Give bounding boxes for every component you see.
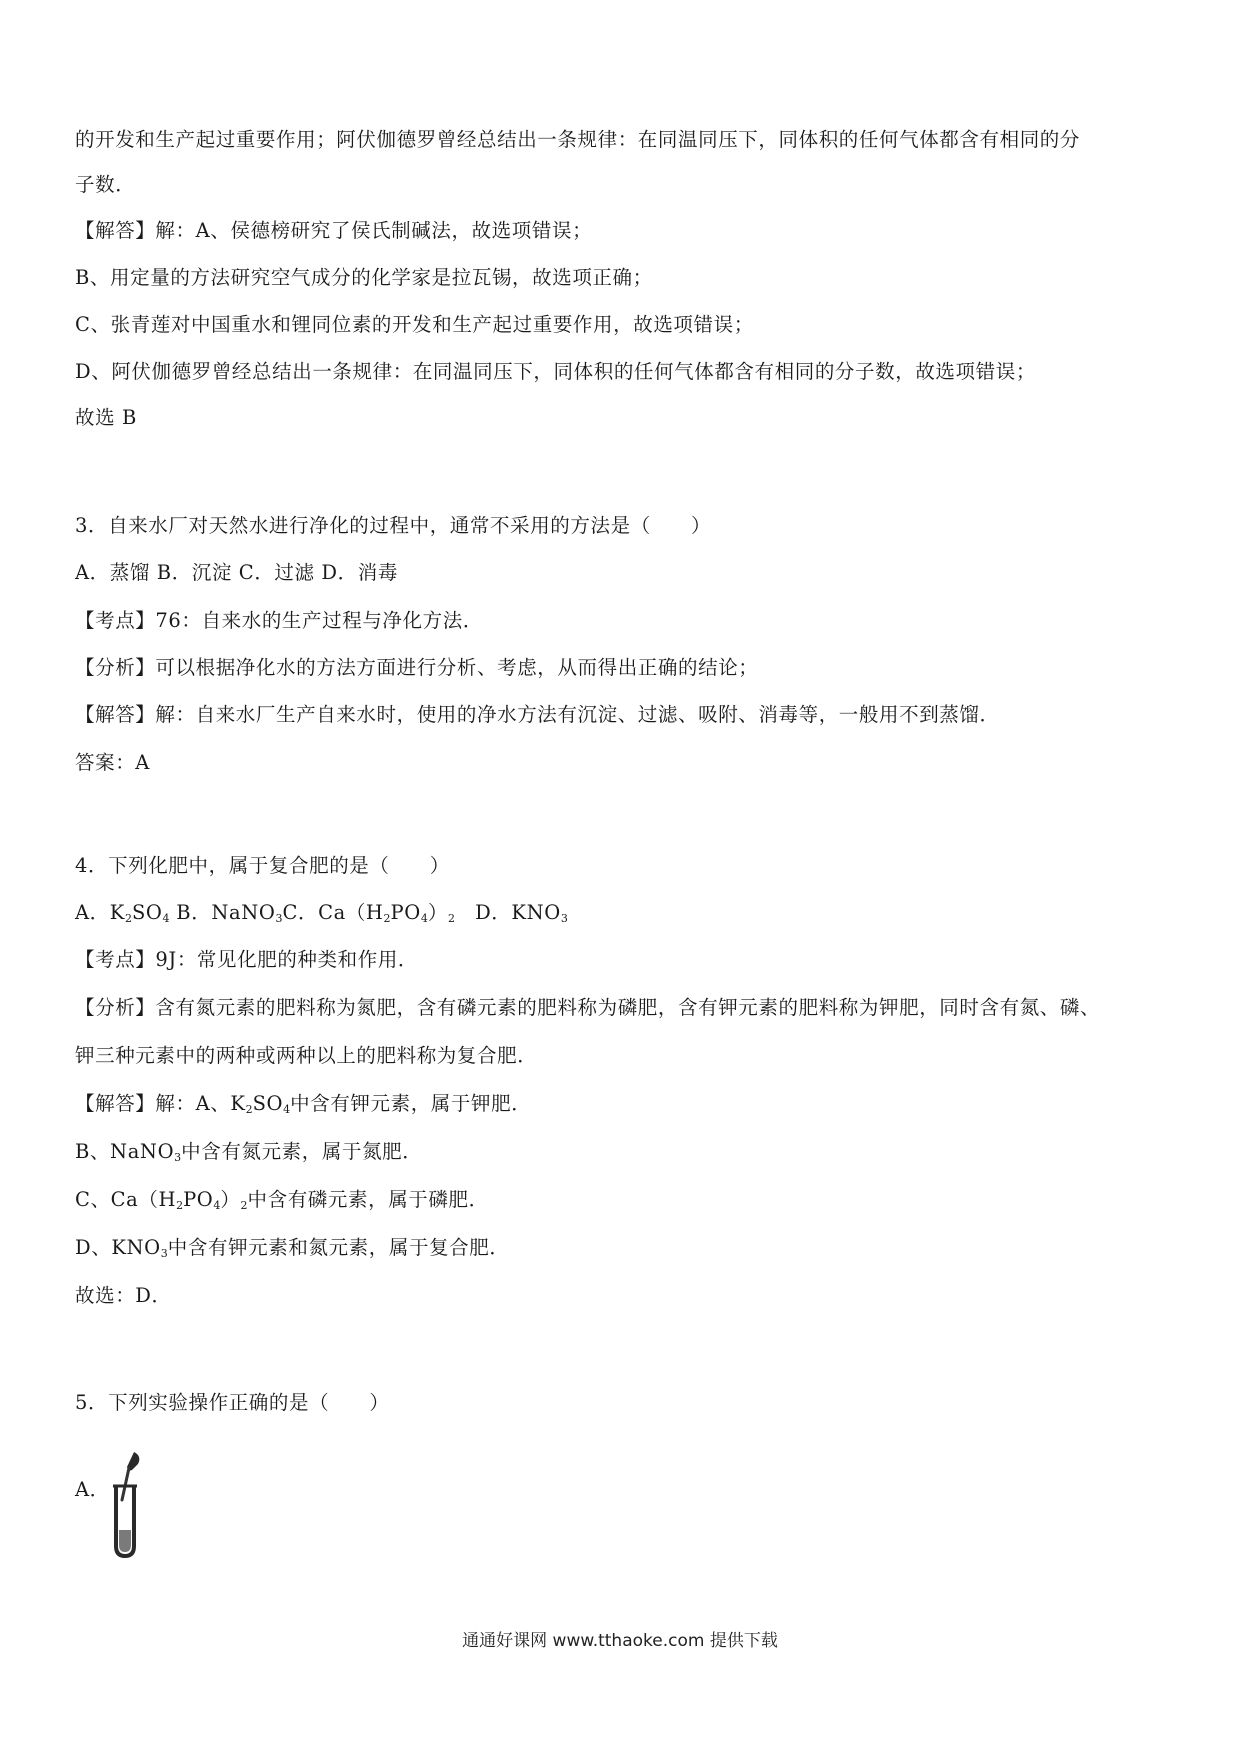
answer-line: D、$KNO_3$中含有钾元素和氮元素，属于复合肥． (75, 1236, 510, 1260)
text-line: D、阿伏伽德罗曾经总结出一条规律：在同温同压下，同体积的任何气体都含有相同的分子数，故选项错误； (75, 360, 1036, 383)
test-tube-dropper-image (100, 1450, 150, 1560)
question-3-options: A．蒸馏 B．沉淀 C．过滤 D．消毒 (75, 561, 398, 584)
question-3-stem: 3．自来水厂对天然水进行净化的过程中，通常不采用的方法是（ ） (75, 514, 712, 537)
question-4-stem: 4．下列化肥中，属于复合肥的是（ ） (75, 854, 450, 877)
option-a-label: A． (75, 1478, 110, 1501)
text-line: 答案：A (75, 751, 150, 774)
page-footer: 通通好课网 www.tthaoke.com 提供下载 (462, 1631, 778, 1651)
text-line: 【解答】解：A、侯德榜研究了侯氏制碱法，故选项错误； (75, 219, 593, 242)
answer-line: 【解答】解：A、$K_2SO_4$中含有钾元素，属于钾肥． (75, 1092, 532, 1116)
question-4-options: A．$K_2SO_4$ B．NaNO$_3$C．$Ca(H_2PO_4)_2$ D．$KNO_3$ (75, 901, 568, 925)
text-line: 【解答】解：自来水厂生产自来水时，使用的净水方法有沉淀、过滤、吸附、消毒等，一般用不到蒸馏． (75, 703, 1000, 726)
text-line: 子数． (75, 173, 136, 196)
text-line: B、用定量的方法研究空气成分的化学家是拉瓦锡，故选项正确； (75, 266, 653, 289)
text-line: 故选：D． (75, 1284, 172, 1307)
text-line: 【分析】含有氮元素的肥料称为氮肥，含有磷元素的肥料称为磷肥，含有钾元素的肥料称为钾肥，同时含有氮、磷、 (75, 996, 1101, 1019)
text-line: 钾三种元素中的两种或两种以上的肥料称为复合肥． (75, 1044, 538, 1067)
text-line: 【考点】76：自来水的生产过程与净化方法． (75, 609, 483, 632)
answer-line: C、$Ca(H_2PO_4)_2$中含有磷元素，属于磷肥． (75, 1188, 489, 1212)
text-line: 【考点】9J：常见化肥的种类和作用． (75, 948, 419, 971)
text-line: 故选 B (75, 406, 137, 429)
question-5-stem: 5．下列实验操作正确的是（ ） (75, 1391, 390, 1414)
text-line: 【分析】可以根据净化水的方法方面进行分析、考虑，从而得出正确的结论； (75, 656, 759, 679)
answer-line: B、NaNO$_3$中含有氮元素，属于氮肥． (75, 1140, 423, 1164)
text-line: C、张青莲对中国重水和锂同位素的开发和生产起过重要作用，故选项错误； (75, 313, 754, 336)
text-line: 的开发和生产起过重要作用；阿伏伽德罗曾经总结出一条规律：在同温同压下，同体积的任何气体都含有相同的分 (75, 128, 1081, 151)
